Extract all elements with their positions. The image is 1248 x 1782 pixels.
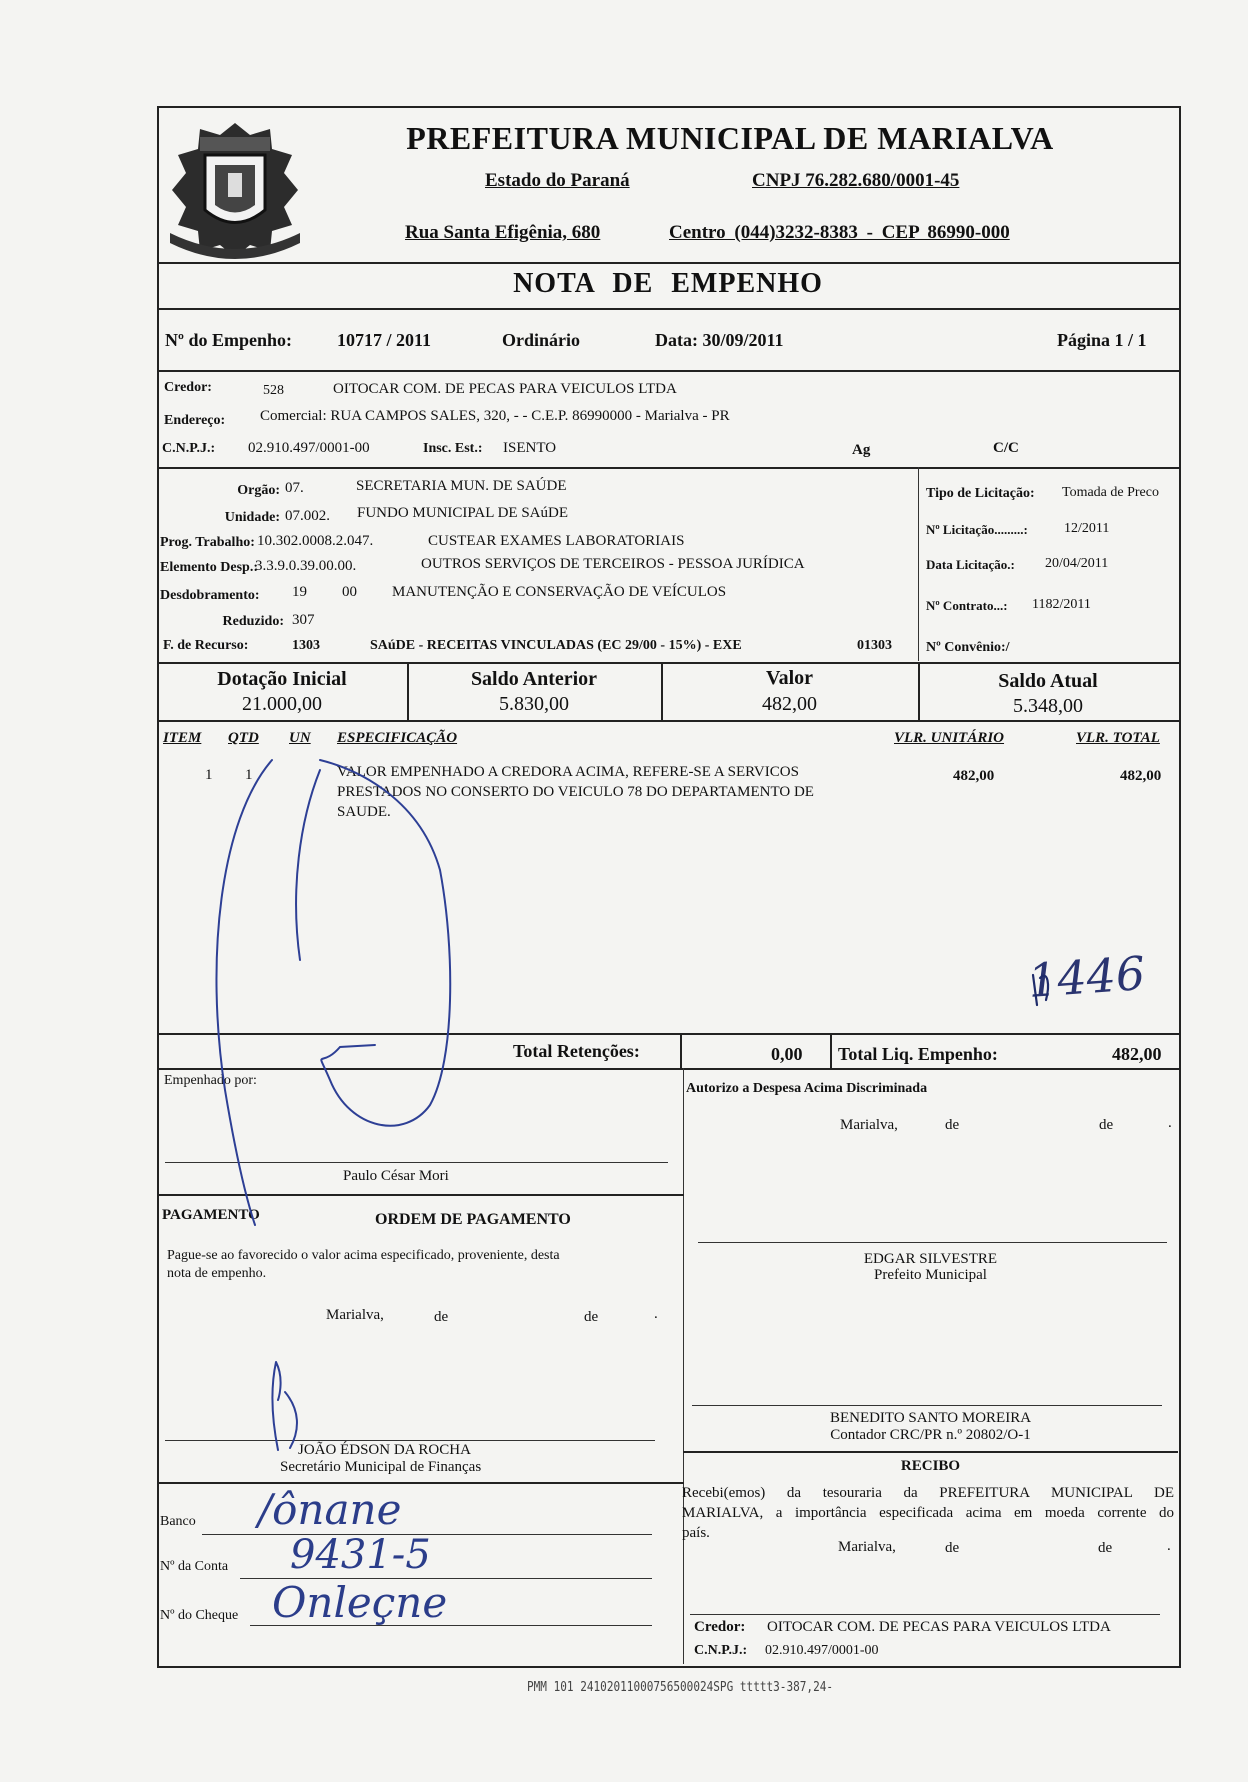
dotacao-label: Dotação Inicial [217, 668, 347, 690]
credor-label: Credor: [164, 380, 212, 395]
num-licitacao: 12/2011 [1064, 521, 1110, 536]
recibo-text-2: MARIALVA, a importância especificada acima em moeda corrente do [682, 1505, 1174, 1521]
row-spec-line-1: VALOR EMPENHADO A CREDORA ACIMA, REFERE-SE A SERVICOS [337, 764, 799, 780]
unidade-code: 07.002. [285, 508, 330, 524]
valor-value: 482,00 [762, 693, 817, 715]
prefeito-role: Prefeito Municipal [874, 1267, 987, 1283]
row-unit-value: 482,00 [953, 768, 995, 784]
cnpj-field-label: C.N.P.J.: [162, 441, 216, 456]
saldo-anterior-label: Saldo Anterior [470, 668, 598, 690]
pagamento-de-2: de [584, 1309, 599, 1325]
contrato-label: Nº Contrato...: [926, 598, 1008, 613]
desd-name: MANUTENÇÃO E CONSERVAÇÃO DE VEÍCULOS [392, 584, 727, 600]
recibo-credor: OITOCAR COM. DE PECAS PARA VEICULOS LTDA [767, 1619, 1111, 1635]
recurso-label: F. de Recurso: [163, 638, 249, 653]
prog-label: Prog. Trabalho: [160, 535, 255, 550]
secretario-role: Secretário Municipal de Finanças [280, 1459, 482, 1475]
state-label: Estado do Paraná [485, 170, 630, 191]
row-item: 1 [205, 767, 213, 783]
desd-label: Desdobramento: [160, 588, 260, 603]
recurso-name: SAúDE - RECEITAS VINCULADAS (EC 29/00 - 15%) - EXE [370, 638, 742, 653]
retencoes-label: Total Retenções: [513, 1041, 640, 1061]
address-field-label: Endereço: [164, 413, 226, 428]
credor-code: 528 [263, 383, 284, 398]
pagamento-place: Marialva, [326, 1307, 384, 1323]
autorizo-place: Marialva, [840, 1117, 898, 1133]
num-licitacao-label: Nº Licitação.........: [926, 522, 1028, 537]
saldo-anterior-value: 5.830,00 [499, 693, 569, 715]
retencoes-value: 0,00 [771, 1044, 803, 1064]
valor-label: Valor [765, 667, 814, 689]
credor-cnpj: 02.910.497/0001-00 [248, 440, 370, 456]
pagamento-text-2: nota de empenho. [167, 1266, 267, 1281]
reduzido-label: Reduzido: [222, 614, 284, 629]
empenho-number: 10717 / 2011 [337, 330, 432, 350]
total-liq-value: 482,00 [1112, 1044, 1162, 1064]
page-number: Página 1 / 1 [1057, 330, 1147, 350]
recibo-place: Marialva, [838, 1539, 896, 1555]
coat-of-arms-seal [160, 115, 310, 265]
cnpj-label: CNPJ 76.282.680/0001-45 [752, 170, 960, 191]
autorizo-label: Autorizo a Despesa Acima Discriminada [686, 1081, 928, 1096]
pagamento-de-1: de [434, 1309, 449, 1325]
recibo-credor-label: Credor: [694, 1619, 746, 1635]
recibo-text-1: Recebi(emos) da tesouraria da PREFEITURA MUNICIPAL DE [682, 1485, 1174, 1501]
row-total-value: 482,00 [1120, 768, 1162, 784]
orgao-name: SECRETARIA MUN. DE SAÚDE [356, 478, 567, 494]
recibo-cnpj-label: C.N.P.J.: [694, 1643, 748, 1658]
dotacao-value: 21.000,00 [242, 693, 322, 715]
recibo-title: RECIBO [900, 1458, 961, 1474]
conta-label: Nº da Conta [160, 1559, 229, 1574]
prefeito-name: EDGAR SILVESTRE [863, 1251, 998, 1267]
tipo-licitacao: Tomada de Preco [1062, 485, 1159, 500]
total-liq-label: Total Liq. Empenho: [838, 1044, 998, 1064]
col-qtd: QTD [228, 730, 259, 746]
credor-address: Comercial: RUA CAMPOS SALES, 320, - - C.E.P. 86990000 - Marialva - PR [260, 408, 730, 424]
elem-label: Elemento Desp.: [160, 560, 258, 575]
recibo-de-1: de [945, 1540, 960, 1556]
empenho-date: Data: 30/09/2011 [655, 330, 784, 350]
contador-role: Contador CRC/PR n.º 20802/O-1 [830, 1427, 1031, 1443]
col-un: UN [289, 730, 311, 746]
ag-label: Ag [852, 442, 871, 458]
autorizo-de-2: de [1099, 1117, 1114, 1133]
conta-handwritten: 9431-5 [290, 1532, 431, 1578]
data-licitacao: 20/04/2011 [1045, 556, 1109, 571]
footer-code: PMM 101 24102011000756500024SPG ttttt3-387,24- [527, 1680, 834, 1695]
empenho-label: Nº do Empenho: [165, 330, 292, 350]
insc-value: ISENTO [503, 440, 557, 456]
street-label: Rua Santa Efigênia, 680 [405, 222, 601, 243]
prog-name: CUSTEAR EXAMES LABORATORIAIS [428, 533, 685, 549]
recibo-dot: . [1167, 1538, 1171, 1554]
recurso-code: 1303 [292, 638, 320, 653]
reduzido-code: 307 [292, 612, 315, 628]
address-label: Centro (044)3232-8383 - CEP 86990-000 [669, 222, 1010, 243]
row-qtd: 1 [245, 767, 253, 783]
empenho-type: Ordinário [502, 330, 581, 350]
prog-code: 10.302.0008.2.047. [257, 533, 374, 549]
desd-a: 19 [292, 584, 307, 600]
recibo-cnpj: 02.910.497/0001-00 [765, 1643, 879, 1658]
unidade-name: FUNDO MUNICIPAL DE SAúDE [357, 505, 568, 521]
recibo-de-2: de [1098, 1540, 1113, 1556]
credor-name: OITOCAR COM. DE PECAS PARA VEICULOS LTDA [333, 381, 677, 397]
saldo-atual-label: Saldo Atual [998, 670, 1098, 692]
row-spec-line-3: SAUDE. [337, 804, 391, 820]
banco-label: Banco [160, 1514, 196, 1529]
insc-label: Insc. Est.: [423, 441, 483, 456]
tipo-licitacao-label: Tipo de Licitação: [926, 486, 1035, 501]
pagamento-label: PAGAMENTO [162, 1207, 260, 1223]
autorizo-de-1: de [945, 1117, 960, 1133]
pagamento-text-1: Pague-se ao favorecido o valor acima especificado, proveniente, desta [167, 1248, 560, 1263]
municipality-title: PREFEITURA MUNICIPAL DE MARIALVA [406, 120, 1054, 156]
cheque-label: Nº do Cheque [160, 1608, 239, 1623]
elem-name: OUTROS SERVIÇOS DE TERCEIROS - PESSOA JURÍDICA [421, 556, 805, 572]
empenhado-name: Paulo César Mori [343, 1168, 449, 1184]
convenio-label: Nº Convênio:/ [926, 640, 1010, 655]
cheque-handwritten: Onleçne [272, 1578, 448, 1627]
desd-b: 00 [342, 584, 357, 600]
doc-title: NOTA DE EMPENHO [513, 268, 823, 299]
recurso-num: 01303 [857, 638, 892, 653]
recibo-text-3: país. [682, 1525, 710, 1541]
orgao-label: Orgão: [237, 483, 280, 498]
autorizo-dot: . [1168, 1115, 1172, 1131]
elem-code: 3.3.9.0.39.00.00. [255, 558, 357, 574]
saldo-atual-value: 5.348,00 [1013, 695, 1083, 717]
unidade-label: Unidade: [224, 510, 280, 525]
contrato-number: 1182/2011 [1032, 597, 1091, 612]
col-total-value: VLR. TOTAL [1076, 730, 1160, 746]
empenhado-label: Empenhado por: [164, 1073, 257, 1088]
orgao-code: 07. [285, 480, 304, 496]
col-unit-value: VLR. UNITÁRIO [894, 730, 1005, 746]
banco-handwritten: /ônane [258, 1485, 402, 1534]
cc-label: C/C [993, 440, 1019, 456]
data-licitacao-label: Data Licitação.: [926, 557, 1015, 572]
col-item: ITEM [163, 730, 202, 746]
pagamento-dot: . [654, 1306, 658, 1322]
col-spec: ESPECIFICAÇÃO [337, 730, 458, 746]
row-spec-line-2: PRESTADOS NO CONSERTO DO VEICULO 78 DO DEPARTAMENTO DE [337, 784, 814, 800]
handwritten-note: 1446 [1026, 945, 1147, 1009]
secretario-name: JOÃO ÉDSON DA ROCHA [298, 1442, 471, 1458]
ordem-pagamento-label: ORDEM DE PAGAMENTO [375, 1211, 571, 1228]
contador-name: BENEDITO SANTO MOREIRA [829, 1410, 1032, 1426]
